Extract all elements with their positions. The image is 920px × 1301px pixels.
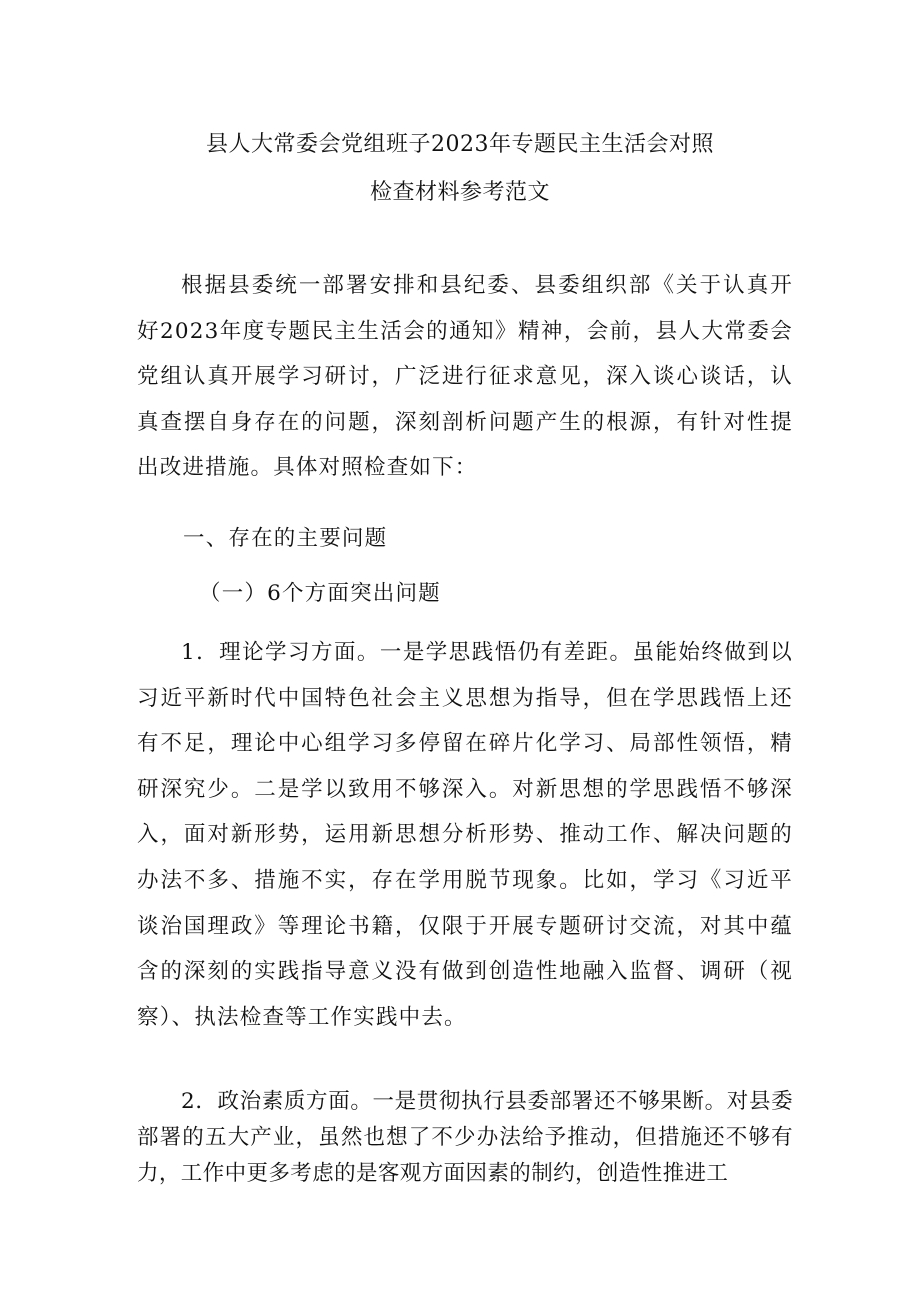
subsection-heading-1: （一）6个方面突出问题 xyxy=(199,581,441,606)
intro-paragraph: 根据县委统一部署安排和县纪委、县委组织部《关于认真开好2023年度专题民主生活会的通知》精神，会前，县人大常委会党组认真开展学习研讨，广泛进行征求意见，深入谈心谈话，认真查摆自身存在的问题，深刻剖析问题产生的根源，有针对性提出改进措施。具体对照检查如下： xyxy=(137,273,793,481)
section-heading-1: 一、存在的主要问题 xyxy=(183,526,388,551)
body-paragraph-1: 1．理论学习方面。一是学思践悟仍有差距。虽能始终做到以习近平新时代中国特色社会主义思想为指导，但在学思践悟上还有不足，理论中心组学习多停留在碎片化学习、局部性领悟，精研深究少。二是学以致用不够深入。对新思想的学思践悟不够深入，面对新形势，运用新思想分析形势、推动工作、解决问题的办法不多、措施不实，存在学用脱节现象。比如，学习《习近平谈治国理政》等理论书籍，仅限于开展专题研讨交流，对其中蕴含的深刻的实践指导意义没有做到创造性地融入监督、调研（视察）、执法检查等工作实践中去。 xyxy=(137,640,793,1030)
document-title-line1: 县人大常委会党组班子2023年专题民主生活会对照 xyxy=(206,132,714,157)
body-paragraph-2: 2．政治素质方面。一是贯彻执行县委部署还不够果断。对县委部署的五大产业，虽然也想了不少办法给予推动，但措施还不够有力，工作中更多考虑的是客观方面因素的制约，创造性推进工 xyxy=(137,1089,793,1186)
document-title-line2: 检查材料参考范文 xyxy=(369,180,550,205)
